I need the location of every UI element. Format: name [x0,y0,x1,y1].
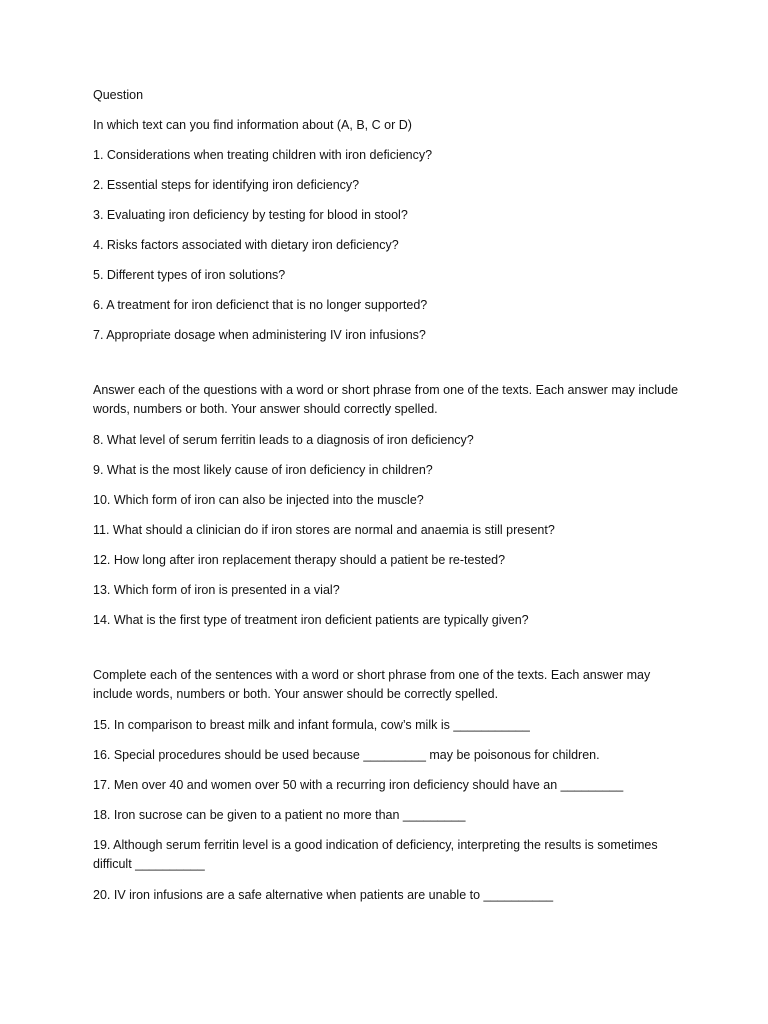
question-item: 10. Which form of iron can also be injected into the muscle? [93,493,424,507]
question-item: 11. What should a clinician do if iron stores are normal and anaemia is still present? [93,523,555,537]
section-3 [93,666,693,904]
sentence-item: 20. IV iron infusions are a safe alternative when patients are unable to __________ [93,888,554,902]
question-item: 13. Which form of iron is presented in a vial? [93,583,340,597]
question-item: 12. How long after iron replacement therapy should a patient be re-tested? [93,553,506,567]
question-item: 4. Risks factors associated with dietary iron deficiency? [93,238,399,252]
sentence-item: 17. Men over 40 and women over 50 with a recurring iron deficiency should have an _________ [93,778,624,792]
question-item: 7. Appropriate dosage when administering IV iron infusions? [93,328,426,342]
question-heading: Question [93,88,144,102]
question-item: 1. Considerations when treating children with iron deficiency? [93,148,433,162]
document-page [93,86,693,904]
question-item: 3. Evaluating iron deficiency by testing for blood in stool? [93,208,408,222]
section-2-intro: Answer each of the questions with a word or short phrase from one of the texts. Each answer may include words, numbers or both. Your answer should correctly spelled. [93,383,679,416]
question-item: 5. Different types of iron solutions? [93,268,286,282]
question-item: 9. What is the most likely cause of iron deficiency in children? [93,463,433,477]
section-3-intro: Complete each of the sentences with a word or short phrase from one of the texts. Each answer may include words, numbers or both. Your answer should be correctly spelled. [93,668,651,701]
sentence-item: 15. In comparison to breast milk and infant formula, cow’s milk is ___________ [93,718,530,732]
question-item: 2. Essential steps for identifying iron deficiency? [93,178,360,192]
sentence-item: 19. Although serum ferritin level is a good indication of deficiency, interpreting the results is sometimes difficult __________ [93,838,658,871]
sentence-item: 16. Special procedures should be used because _________ may be poisonous for children. [93,748,600,762]
question-item: 14. What is the first type of treatment iron deficient patients are typically given? [93,613,529,627]
section-1 [93,116,693,344]
sentence-item: 18. Iron sucrose can be given to a patient no more than _________ [93,808,466,822]
question-item: 8. What level of serum ferritin leads to a diagnosis of iron deficiency? [93,433,474,447]
question-item: 6. A treatment for iron deficienct that is no longer supported? [93,298,428,312]
section-1-intro: In which text can you find information about (A, B, C or D) [93,118,412,132]
section-2 [93,381,693,629]
